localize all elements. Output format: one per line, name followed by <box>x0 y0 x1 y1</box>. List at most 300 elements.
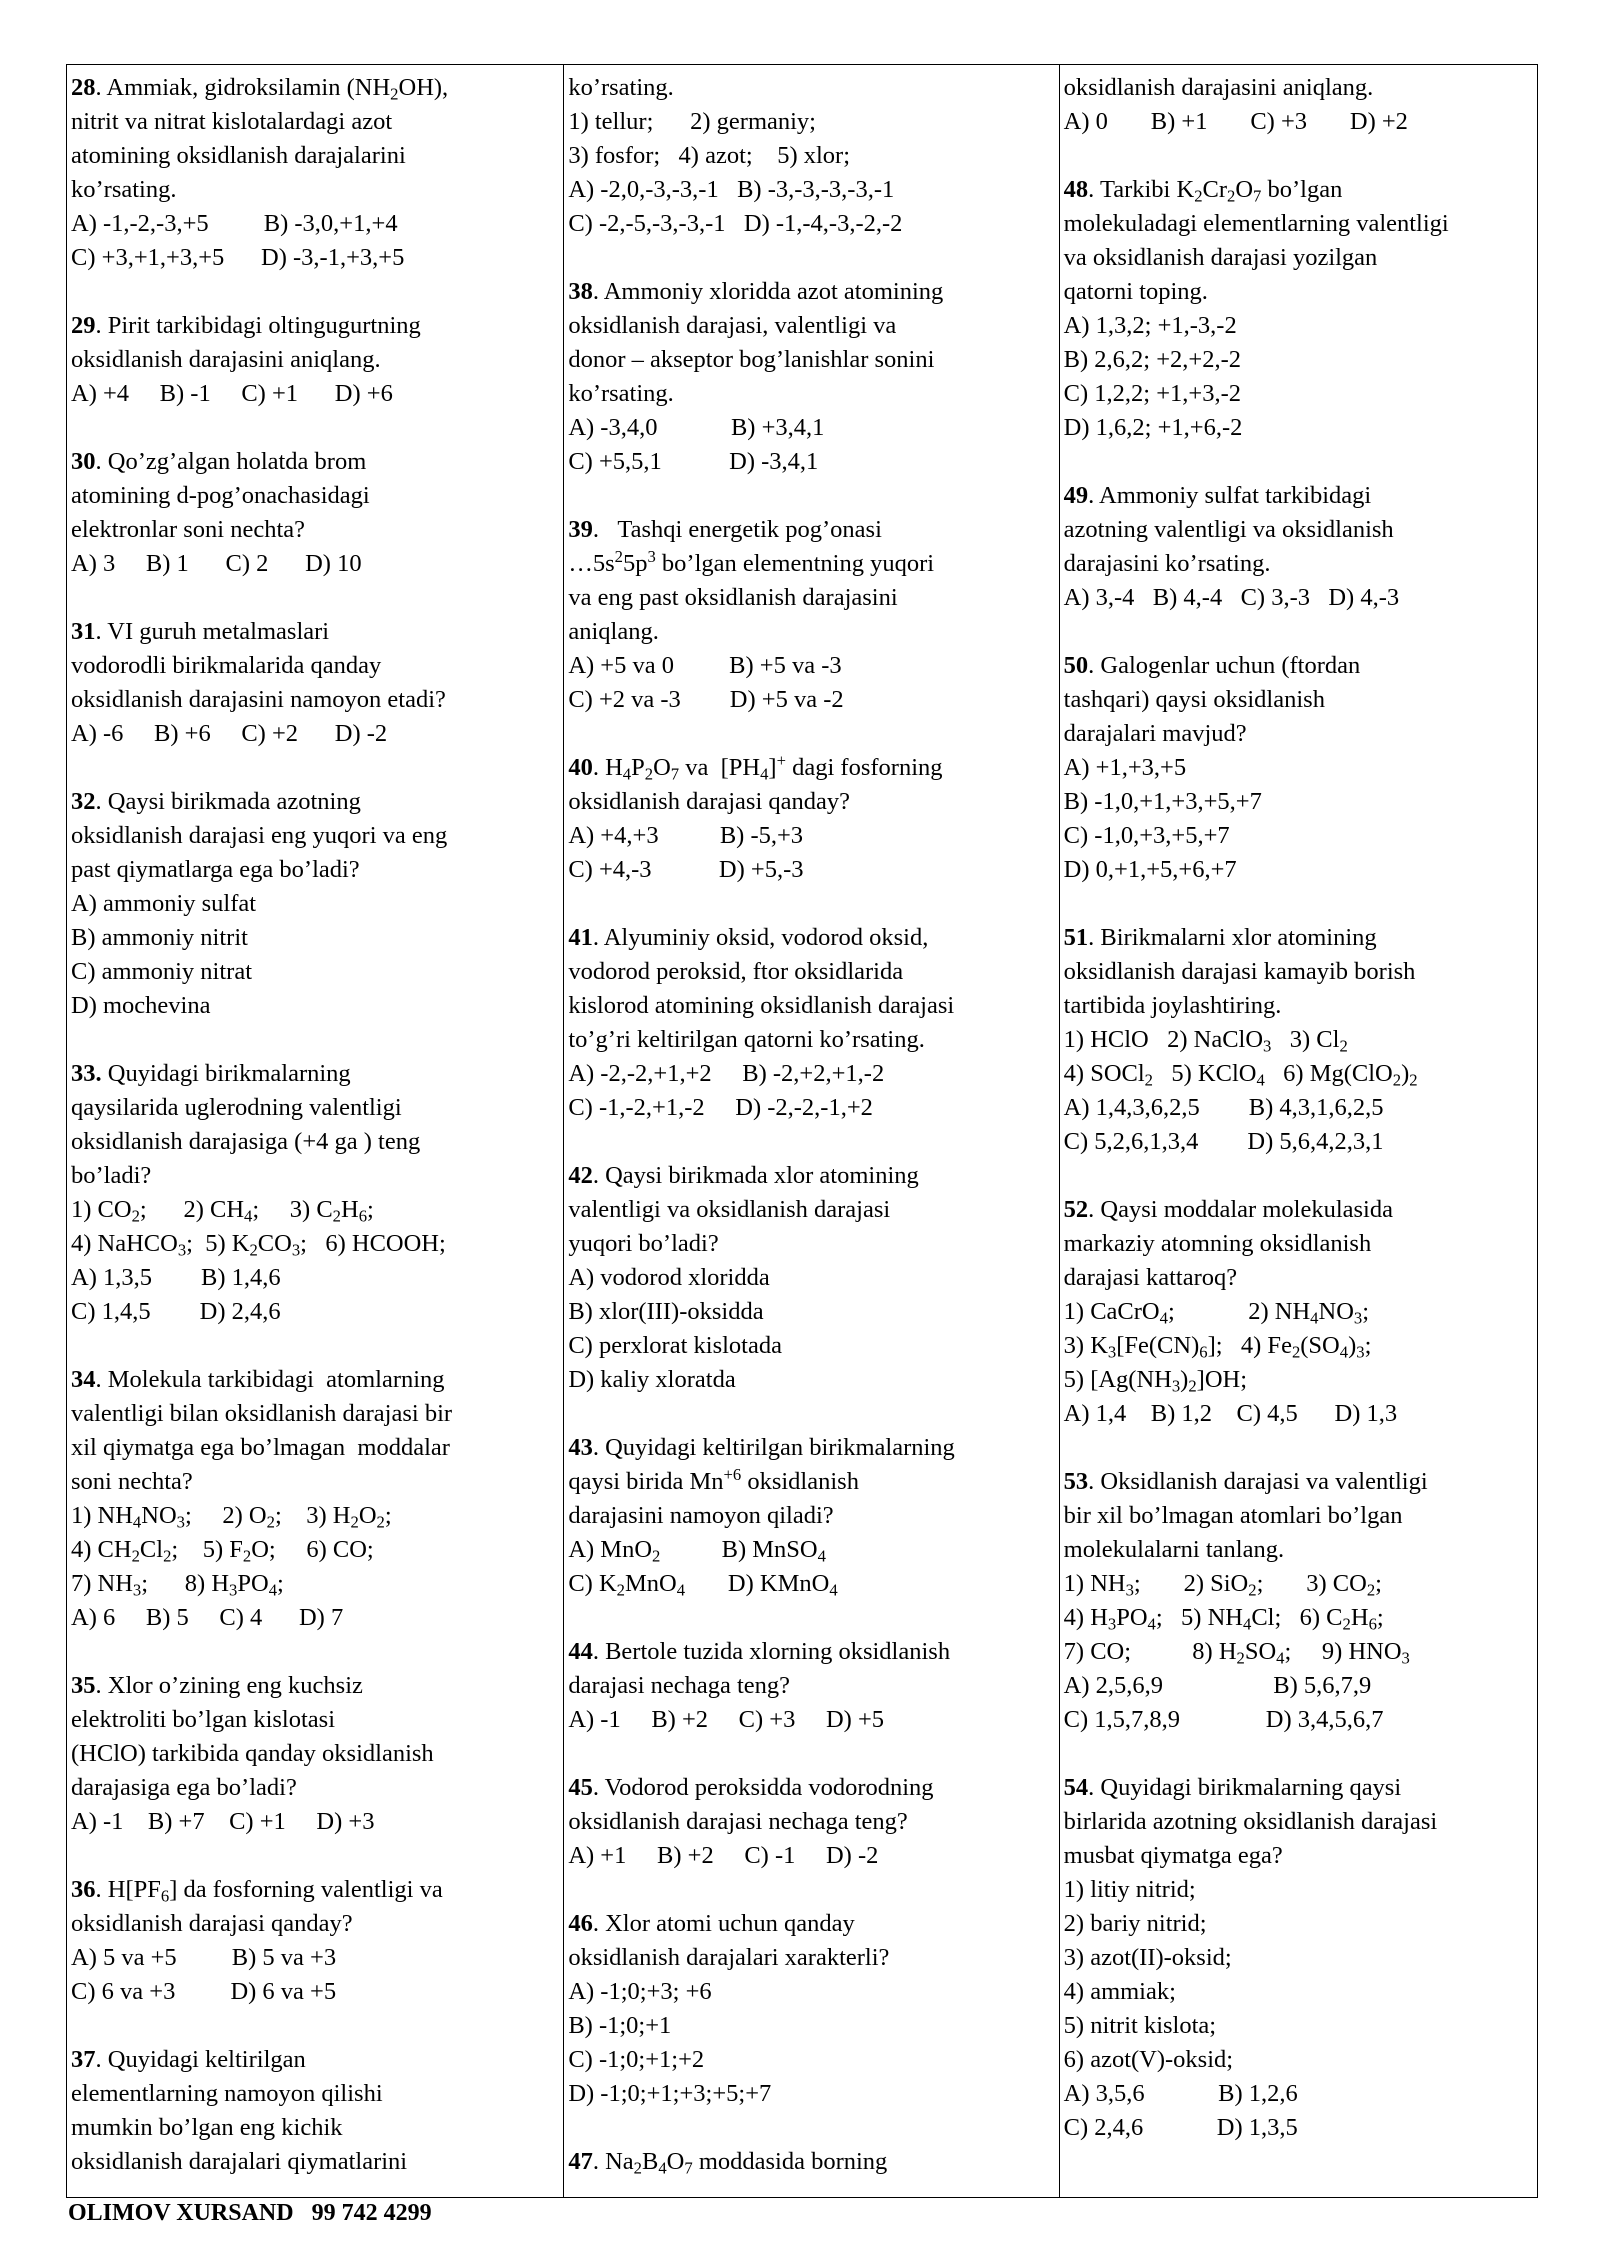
question-line <box>1064 1499 1531 1533</box>
question-text: A) 6 B) 5 C) 4 D) 7 <box>71 1604 344 1631</box>
question-number: 52 <box>1063 1196 1089 1223</box>
question-32 <box>71 785 557 1023</box>
question-text: oksidlanish darajasi kamayib borish <box>1063 958 1416 985</box>
question-text: soni nechta? <box>71 1468 193 1495</box>
question-text: 2) bariy nitrid; <box>1063 1910 1207 1937</box>
question-text: A) 3 B) 1 C) 2 D) 10 <box>71 550 362 577</box>
question-line <box>71 377 557 411</box>
question-line <box>71 921 557 955</box>
question-line <box>1064 411 1531 445</box>
question-line <box>1064 1635 1531 1669</box>
question-line <box>71 853 557 887</box>
question-line <box>568 989 1052 1023</box>
question-line <box>568 921 1052 955</box>
question-line <box>1064 1669 1531 1703</box>
question-text: molekuladagi elementlarning valentligi <box>1063 210 1449 237</box>
question-number: 47 <box>568 2148 593 2175</box>
question-line <box>568 1567 1052 1601</box>
question-line <box>568 139 1052 173</box>
question-text: atomining oksidlanish darajalarini <box>71 142 406 169</box>
question-line <box>71 139 557 173</box>
question-text: . $Na_2B_4O_7$ moddasida borning <box>592 2148 888 2178</box>
question-text: 4) $H_3PO_4$; 5) $NH_4Cl$; 6) $C_2H_6$; <box>1063 1604 1384 1634</box>
question-line <box>568 1057 1052 1091</box>
question-text: A) 5 va +5 B) 5 va +3 <box>71 1944 337 1971</box>
question-text: . Qaysi birikmada azotning <box>95 788 361 815</box>
question-text: C) 2,4,6 D) 1,3,5 <box>1063 2114 1298 2141</box>
question-line <box>1064 1363 1531 1397</box>
question-text: to’g’ri keltirilgan qatorni ko’rsating. <box>568 1026 925 1053</box>
author-footer: OLIMOV XURSAND 99 742 4299 <box>68 2200 432 2226</box>
question-number: 46 <box>568 1910 593 1937</box>
question-text: C) -1;0;+1;+2 <box>568 2046 705 2073</box>
question-line <box>71 649 557 683</box>
question-line <box>71 105 557 139</box>
question-number: 39 <box>568 516 593 543</box>
question-number: 43 <box>568 1434 593 1461</box>
question-text: . Molekula tarkibidagi atomlarning <box>95 1366 445 1393</box>
question-line <box>1064 1227 1531 1261</box>
question-line <box>71 1261 557 1295</box>
question-text: . Qaysi moddalar molekulasida <box>1088 1196 1393 1223</box>
question-text: C) 1,5,7,8,9 D) 3,4,5,6,7 <box>1063 1706 1384 1733</box>
question-line <box>71 241 557 275</box>
question-text: ko’rsating. <box>568 74 674 101</box>
question-text: A) 1,4,3,6,2,5 B) 4,3,1,6,2,5 <box>1063 1094 1384 1121</box>
question-line <box>1064 1975 1531 2009</box>
question-line <box>568 1091 1052 1125</box>
question-49 <box>1064 479 1531 615</box>
question-text: C) 1,2,2; +1,+3,-2 <box>1063 380 1242 407</box>
question-39 <box>568 513 1052 717</box>
question-45 <box>568 1771 1052 1873</box>
question-line <box>568 343 1052 377</box>
question-46 <box>568 1907 1052 2111</box>
question-text: 4) $CH_2Cl_2$; 5) $F_2O$; 6) CO; <box>71 1536 374 1566</box>
question-text: (HClO) tarkibida qanday oksidlanish <box>71 1740 434 1767</box>
question-line <box>568 785 1052 819</box>
question-text: . Bertole tuzida xlorning oksidlanish <box>592 1638 951 1665</box>
question-continuation <box>1064 71 1531 139</box>
question-text: 4) NaHCO$_3$; 5) $K_2CO_3$; 6) HCOOH; <box>71 1230 446 1260</box>
question-text: oksidlanish darajalari xarakterli? <box>568 1944 890 1971</box>
question-number: 40 <box>568 754 593 781</box>
question-37 <box>71 2043 557 2179</box>
question-line <box>568 2009 1052 2043</box>
question-line <box>1064 479 1531 513</box>
question-text: valentligi va oksidlanish darajasi <box>568 1196 891 1223</box>
question-text: 1) CaCrO$_4$; 2) $NH_4NO_3$; <box>1063 1298 1370 1328</box>
question-number: 53 <box>1063 1468 1089 1495</box>
question-text: C) +2 va -3 D) +5 va -2 <box>568 686 844 713</box>
question-line <box>568 1771 1052 1805</box>
question-line <box>568 615 1052 649</box>
question-text: azotning valentligi va oksidlanish <box>1063 516 1394 543</box>
question-number: 31 <box>71 618 96 645</box>
question-line <box>1064 921 1531 955</box>
question-line <box>71 547 557 581</box>
question-text: oksidlanish darajasini aniqlang. <box>71 346 381 373</box>
question-text: qaysilarida uglerodning valentligi <box>71 1094 402 1121</box>
question-continuation <box>568 71 1052 241</box>
question-text: C) $K_2MnO_4$ D) KMnO$_4$ <box>568 1570 838 1600</box>
question-number: 45 <box>568 1774 593 1801</box>
question-line <box>1064 1397 1531 1431</box>
question-line <box>1064 2077 1531 2111</box>
question-line <box>71 1295 557 1329</box>
question-text: C) +4,-3 D) +5,-3 <box>568 856 804 883</box>
question-text: donor – akseptor bog’lanishlar sonini <box>568 346 935 373</box>
question-text: A) +1 B) +2 C) -1 D) -2 <box>568 1842 879 1869</box>
question-line <box>1064 2043 1531 2077</box>
question-text: A) MnO$_2$ B) MnSO$_4$ <box>568 1536 826 1566</box>
column-2 <box>564 65 1059 2197</box>
question-line <box>1064 513 1531 547</box>
question-number: 44 <box>568 1638 593 1665</box>
question-text: . Oksidlanish darajasi va valentligi <box>1088 1468 1428 1495</box>
question-line <box>568 853 1052 887</box>
question-text: . Vodorod peroksidda vodorodning <box>592 1774 934 1801</box>
question-line <box>1064 989 1531 1023</box>
question-line <box>568 513 1052 547</box>
question-number: 50 <box>1063 652 1089 679</box>
question-text: A) -2,-2,+1,+2 B) -2,+2,+1,-2 <box>568 1060 885 1087</box>
question-line <box>1064 173 1531 207</box>
question-text: 4) ammiak; <box>1063 1978 1176 2005</box>
question-text: vodorod peroksid, ftor oksidlarida <box>568 958 904 985</box>
question-line <box>71 2111 557 2145</box>
question-line <box>568 1805 1052 1839</box>
question-line <box>568 1227 1052 1261</box>
question-text: D) 1,6,2; +1,+6,-2 <box>1063 414 1243 441</box>
question-text: 1) $NH_3$; 2) SiO$_2$; 3) $CO_2$; <box>1063 1570 1382 1600</box>
question-text: . Pirit tarkibidagi oltingugurtning <box>95 312 421 339</box>
question-line <box>1064 853 1531 887</box>
question-text: elektronlar soni nechta? <box>71 516 306 543</box>
question-text: molekulalarni tanlang. <box>1063 1536 1285 1563</box>
question-text: 3) azot(II)-oksid; <box>1063 1944 1232 1971</box>
question-number: 35 <box>71 1672 96 1699</box>
question-text: birlarida azotning oksidlanish darajasi <box>1063 1808 1438 1835</box>
question-line <box>568 1499 1052 1533</box>
question-text: qaysi birida $Mn^{+6}$ oksidlanish <box>568 1464 859 1495</box>
question-text: musbat qiymatga ega? <box>1063 1842 1283 1869</box>
question-text: B) xlor(III)-oksidda <box>568 1298 764 1325</box>
question-line <box>71 1941 557 1975</box>
question-43 <box>568 1431 1052 1601</box>
question-41 <box>568 921 1052 1125</box>
question-28 <box>71 71 557 275</box>
question-31 <box>71 615 557 751</box>
question-text: A) -1 B) +7 C) +1 D) +3 <box>71 1808 375 1835</box>
question-text: C) ammoniy nitrat <box>71 958 252 985</box>
question-line <box>1064 207 1531 241</box>
question-text: . Quyidagi birikmalarning qaysi <box>1088 1774 1402 1801</box>
question-line <box>1064 1193 1531 1227</box>
question-text: C) +3,+1,+3,+5 D) -3,-1,+3,+5 <box>71 244 405 271</box>
question-text: . Quyidagi keltirilgan <box>95 2046 306 2073</box>
question-line <box>1064 2111 1531 2145</box>
question-text: bir xil bo’lmagan atomlari bo’lgan <box>1063 1502 1403 1529</box>
question-line <box>71 1737 557 1771</box>
question-line <box>568 1159 1052 1193</box>
question-line <box>568 173 1052 207</box>
question-34 <box>71 1363 557 1635</box>
question-line <box>1064 1771 1531 1805</box>
question-line <box>71 2077 557 2111</box>
question-line <box>71 1703 557 1737</box>
question-text: valentligi bilan oksidlanish darajasi bir <box>71 1400 453 1427</box>
question-text: A) +1,+3,+5 <box>1063 754 1187 781</box>
question-text: A) vodorod xloridda <box>568 1264 770 1291</box>
question-text: darajasiga ega bo’ladi? <box>71 1774 297 1801</box>
question-text: . Ammoniy sulfat tarkibidagi <box>1088 482 1372 509</box>
question-text: . Quyidagi keltirilgan birikmalarning <box>592 1434 955 1461</box>
question-line <box>71 1873 557 1907</box>
question-text: . Alyuminiy oksid, vodorod oksid, <box>592 924 929 951</box>
question-text: C) -2,-5,-3,-3,-1 D) -1,-4,-3,-2,-2 <box>568 210 903 237</box>
question-line <box>1064 71 1531 105</box>
question-text: atomining d-pog’onachasidagi <box>71 482 370 509</box>
question-line <box>568 683 1052 717</box>
question-53 <box>1064 1465 1531 1737</box>
question-48 <box>1064 173 1531 445</box>
question-line <box>1064 2009 1531 2043</box>
question-line <box>1064 1941 1531 1975</box>
question-text: D) -1;0;+1;+3;+5;+7 <box>568 2080 772 2107</box>
question-line <box>71 1465 557 1499</box>
question-text: darajalari mavjud? <box>1063 720 1247 747</box>
question-number: 32 <box>71 788 96 815</box>
question-text: ko’rsating. <box>568 380 674 407</box>
question-35 <box>71 1669 557 1839</box>
question-number: 51 <box>1063 924 1089 951</box>
question-44 <box>568 1635 1052 1737</box>
question-text: 5) $[Ag(NH_3)_2]OH$; <box>1063 1366 1248 1396</box>
question-text: A) +5 va 0 B) +5 va -3 <box>568 652 842 679</box>
question-text: past qiymatlarga ega bo’ladi? <box>71 856 360 883</box>
question-line <box>568 411 1052 445</box>
question-54 <box>1064 1771 1531 2145</box>
question-text: . Ammoniy xloridda azot atomining <box>592 278 944 305</box>
question-line <box>568 751 1052 785</box>
question-line <box>1064 1567 1531 1601</box>
question-line <box>71 1091 557 1125</box>
question-text: 5) nitrit kislota; <box>1063 2012 1217 2039</box>
question-number: 41 <box>568 924 593 951</box>
question-text: bo’ladi? <box>71 1162 152 1189</box>
question-line <box>71 1193 557 1227</box>
question-line <box>71 683 557 717</box>
question-line <box>568 445 1052 479</box>
question-line <box>568 71 1052 105</box>
question-text: oksidlanish darajasi eng yuqori va eng <box>71 822 448 849</box>
question-line <box>568 2077 1052 2111</box>
question-51 <box>1064 921 1531 1159</box>
question-text: A) 3,5,6 B) 1,2,6 <box>1063 2080 1298 2107</box>
question-text: aniqlang. <box>568 618 659 645</box>
question-52 <box>1064 1193 1531 1431</box>
question-line <box>71 513 557 547</box>
question-line <box>568 819 1052 853</box>
question-text: oksidlanish darajasi qanday? <box>71 1910 353 1937</box>
question-line <box>71 1363 557 1397</box>
question-line <box>568 1635 1052 1669</box>
question-text: darajasini ko’rsating. <box>1063 550 1271 577</box>
question-line <box>1064 1839 1531 1873</box>
column-3 <box>1060 65 1537 2197</box>
question-text: oksidlanish darajasi nechaga teng? <box>568 1808 908 1835</box>
question-text: A) -1 B) +2 C) +3 D) +5 <box>568 1706 885 1733</box>
question-text: va oksidlanish darajasi yozilgan <box>1063 244 1378 271</box>
question-line <box>1064 955 1531 989</box>
question-line <box>568 547 1052 581</box>
question-text: elektroliti bo’lgan kislotasi <box>71 1706 336 1733</box>
question-text: B) -1;0;+1 <box>568 2012 672 2039</box>
question-text: A) 1,3,2; +1,-3,-2 <box>1063 312 1237 339</box>
question-number: 33. <box>71 1060 102 1087</box>
question-line <box>568 377 1052 411</box>
question-line <box>71 615 557 649</box>
question-text: C) 1,4,5 D) 2,4,6 <box>71 1298 281 1325</box>
question-number: 48 <box>1063 176 1089 203</box>
question-line <box>1064 1091 1531 1125</box>
question-line <box>568 105 1052 139</box>
question-line <box>1064 1261 1531 1295</box>
question-text: C) perxlorat kislotada <box>568 1332 782 1359</box>
question-number: 38 <box>568 278 593 305</box>
question-line <box>568 955 1052 989</box>
question-line <box>568 309 1052 343</box>
question-text: 7) CO; 8) $H_2SO_4$; 9) $HNO_3$ <box>1063 1638 1410 1668</box>
question-line <box>71 1159 557 1193</box>
question-text: oksidlanish darajasi qanday? <box>568 788 850 815</box>
question-line <box>568 1431 1052 1465</box>
question-line <box>1064 275 1531 309</box>
question-line <box>1064 785 1531 819</box>
question-text: oksidlanish darajasi, valentligi va <box>568 312 897 339</box>
question-text: oksidlanish darajalari qiymatlarini <box>71 2148 408 2175</box>
question-47 <box>568 2145 1052 2179</box>
question-text: $\dots 5s^25p^3$ bo’lgan elementning yuqori <box>568 546 935 577</box>
question-text: A) +4 B) -1 C) +1 D) +6 <box>71 380 393 407</box>
question-text: 3) $K_3[Fe(CN)_6]$; 4) $Fe_2(SO_4)_3$; <box>1063 1332 1372 1362</box>
question-line <box>1064 1023 1531 1057</box>
question-36 <box>71 1873 557 2009</box>
question-text: darajasi nechaga teng? <box>568 1672 791 1699</box>
question-line <box>1064 1907 1531 1941</box>
question-line <box>71 819 557 853</box>
question-line <box>71 1975 557 2009</box>
question-line <box>1064 1465 1531 1499</box>
question-line <box>71 1431 557 1465</box>
question-40 <box>568 751 1052 887</box>
question-33 <box>71 1057 557 1329</box>
question-sheet <box>66 64 1538 2198</box>
question-line <box>568 581 1052 615</box>
question-line <box>1064 581 1531 615</box>
question-text: 3) fosfor; 4) azot; 5) xlor; <box>568 142 851 169</box>
question-line <box>71 2043 557 2077</box>
question-line <box>71 1907 557 1941</box>
question-line <box>568 1193 1052 1227</box>
question-line <box>71 1227 557 1261</box>
question-line <box>1064 717 1531 751</box>
question-text: D) mochevina <box>71 992 211 1019</box>
question-line <box>1064 1873 1531 1907</box>
question-line <box>1064 105 1531 139</box>
question-number: 37 <box>71 2046 96 2073</box>
question-text: . Tashqi energetik pog’onasi <box>592 516 882 543</box>
question-line <box>71 1533 557 1567</box>
question-number: 28 <box>71 74 96 101</box>
question-text: elementlarning namoyon qilishi <box>71 2080 383 2107</box>
question-text: vodorodli birikmalarida qanday <box>71 652 382 679</box>
question-text: nitrit va nitrat kislotalardagi azot <box>71 108 393 135</box>
question-text: B) -1,0,+1,+3,+5,+7 <box>1063 788 1262 815</box>
question-number: 42 <box>568 1162 593 1189</box>
question-text: . $H_4P_2O_7$ va $[PH_4]^+$ dagi fosforning <box>592 750 943 784</box>
question-text: C) 5,2,6,1,3,4 D) 5,6,4,2,3,1 <box>1063 1128 1384 1155</box>
question-line <box>71 71 557 105</box>
question-text: A) 1,3,5 B) 1,4,6 <box>71 1264 281 1291</box>
question-text: A) 2,5,6,9 B) 5,6,7,9 <box>1063 1672 1372 1699</box>
question-text: A) +4,+3 B) -5,+3 <box>568 822 804 849</box>
question-text: darajasini namoyon qiladi? <box>568 1502 834 1529</box>
question-line <box>568 1295 1052 1329</box>
question-text: A) -1,-2,-3,+5 B) -3,0,+1,+4 <box>71 210 398 237</box>
question-30 <box>71 445 557 581</box>
question-text: tartibida joylashtiring. <box>1063 992 1282 1019</box>
question-line <box>568 1261 1052 1295</box>
question-line <box>71 1499 557 1533</box>
question-line <box>568 649 1052 683</box>
question-text: A) -3,4,0 B) +3,4,1 <box>568 414 825 441</box>
question-line <box>568 1023 1052 1057</box>
question-number: 30 <box>71 448 96 475</box>
question-line <box>568 1363 1052 1397</box>
question-line <box>568 1839 1052 1873</box>
question-text: C) -1,-2,+1,-2 D) -2,-2,-1,+2 <box>568 1094 873 1121</box>
question-text: . Xlor atomi uchun qanday <box>592 1910 855 1937</box>
question-line <box>71 1601 557 1635</box>
question-text: mumkin bo’lgan eng kichik <box>71 2114 343 2141</box>
question-line <box>568 207 1052 241</box>
question-line <box>71 1805 557 1839</box>
question-text: B) 2,6,2; +2,+2,-2 <box>1063 346 1242 373</box>
question-text: oksidlanish darajasiga (+4 ga ) teng <box>71 1128 421 1155</box>
question-text: 1) tellur; 2) germaniy; <box>568 108 816 135</box>
question-line <box>568 1533 1052 1567</box>
question-line <box>71 2145 557 2179</box>
question-line <box>1064 649 1531 683</box>
question-text: oksidlanish darajasini namoyon etadi? <box>71 686 446 713</box>
question-line <box>71 955 557 989</box>
question-29 <box>71 309 557 411</box>
question-text: ko’rsating. <box>71 176 177 203</box>
question-42 <box>568 1159 1052 1397</box>
question-number: 34 <box>71 1366 96 1393</box>
question-text: Quyidagi birikmalarning <box>101 1060 351 1087</box>
question-text: A) -6 B) +6 C) +2 D) -2 <box>71 720 388 747</box>
question-text: D) kaliy xloratda <box>568 1366 736 1393</box>
question-text: . Galogenlar uchun (ftordan <box>1088 652 1361 679</box>
question-line <box>1064 1295 1531 1329</box>
question-number: 49 <box>1063 482 1089 509</box>
question-text: oksidlanish darajasini aniqlang. <box>1063 74 1374 101</box>
question-line <box>568 1907 1052 1941</box>
question-line <box>71 887 557 921</box>
